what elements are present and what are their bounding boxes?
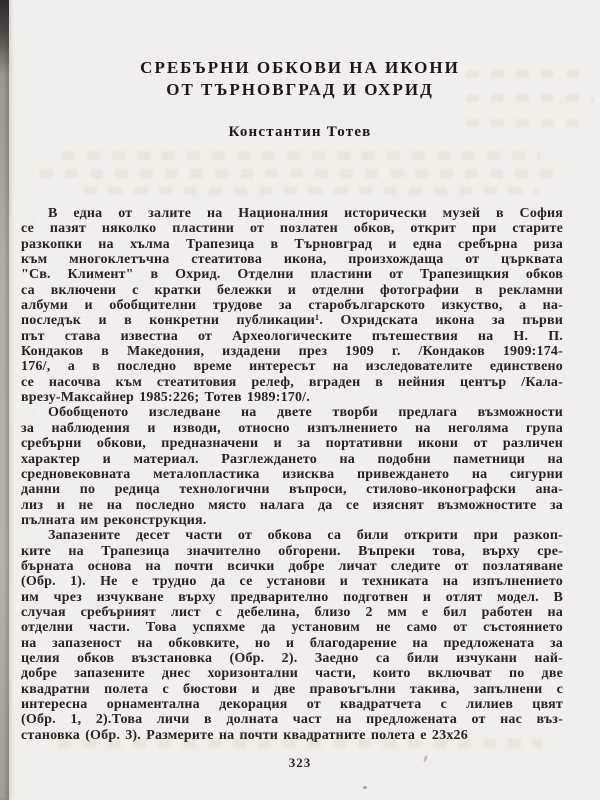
- text-line: Обобщеното изследване на двете творби предлага възможности: [48, 405, 563, 421]
- text-line: сребърни обкови, предназначени и за портативни икони от различен: [21, 436, 563, 452]
- text-line: албуми и обобщителни трудове за старобългарското изкуство, а на-: [21, 298, 563, 314]
- text-line: са включени с кратки бележки и отделни фотографии в рекламни: [21, 282, 563, 298]
- text-line: 176/, а в последно време интересът на изследователите единствено: [21, 359, 563, 375]
- text-line: се пазят няколко пластини от позлатен обков, открит при старите: [21, 221, 563, 237]
- text-line: становка (Обр. 3). Размерите на почти квадратните полета е 23х26: [21, 727, 468, 743]
- text-line: случая сребърният лист с дебелина, близо 2 мм е бил работен на: [21, 604, 563, 620]
- text-line: се насочва към стеатитовия релеф, вграден в нейния център /Кала-: [21, 374, 563, 390]
- text-line: (Обр. 1, 2).Това личи в долната част на предложената от нас въз-: [21, 712, 563, 728]
- page-title: ОТ ТЪРНОВГРАД И ОХРИД: [166, 80, 434, 99]
- text-line: бърната основа на почти всички добре личат следите от позлатяване: [21, 558, 563, 574]
- bleed-through-smudge: [62, 151, 540, 160]
- text-line: (Обр. 1). Не е трудно да се установи и техниката на изпълнението: [21, 574, 563, 590]
- text-line: път става известна от Археологическите пътешествия на Н. П.: [21, 328, 563, 344]
- body-text: [21, 206, 563, 743]
- paragraph: [21, 206, 563, 405]
- text-line: характер и материал. Разглеждането на подобни паметници на: [21, 451, 563, 467]
- text-line: пълната им реконструкция.: [21, 512, 207, 528]
- text-line: В една от залите на Националния исторически музей в София: [48, 206, 563, 221]
- scan-speck: [363, 786, 367, 789]
- text-line: към многоклетъчна стеатитова икона, произхождаща от църквата: [21, 252, 563, 268]
- paragraph: [21, 528, 563, 743]
- text-line: разкопки на хълма Трапезица в Търновград и една сребърна риза: [21, 236, 563, 252]
- article-header: [0, 57, 600, 141]
- text-line: добре запазените днес хоризонтални части, които включват по две: [21, 666, 563, 682]
- text-line: за наблюдения и изводи, относно изпълнението на неголяма група: [21, 420, 563, 436]
- page-title: СРЕБЪРНИ ОБКОВИ НА ИКОНИ: [140, 58, 460, 77]
- bleed-through-smudge: [84, 187, 539, 195]
- author: Константин Тотев: [228, 124, 372, 140]
- paragraph: [21, 405, 563, 528]
- text-line: Кондаков в Македония, издадени през 1909 г. /Кондаков 1909:174-: [21, 344, 563, 360]
- text-line: квадратни полета с бюстови и две правоъгълни такива, запълнени с: [21, 681, 563, 697]
- text-line: им чрез изчукване върху предварително подготвен и отлят модел. В: [21, 589, 563, 605]
- text-line: "Св. Климент" в Охрид. Отделни пластини от Трапезищкия обков: [21, 267, 563, 283]
- text-line: интересна орнаментална декорация от квадратчета с лилиев цвят: [21, 697, 563, 712]
- text-line: последък и в конкретни публикации¹. Охридската икона за първи: [21, 313, 563, 329]
- text-line: на запазеност на обковките, но и благодарение на предложената за: [21, 635, 563, 651]
- text-line: Запазените десет части от обкова са били открити при разкоп-: [48, 528, 563, 544]
- page-number: 323: [288, 755, 312, 770]
- text-line: врезу-Максайнер 1985:226; Тотев 1989:170/.: [21, 390, 310, 406]
- text-line: средновековната металопластика изисква привеждането на сигурни: [21, 466, 563, 482]
- text-line: данни по редица технологични въпроси, стилово-иконографски ана-: [21, 482, 563, 498]
- bleed-through-smudge: [40, 169, 560, 178]
- text-line: отделни части. Това успяхме да установим не само от състоянието: [21, 620, 563, 636]
- text-line: ките на Трапезица значително обгорени. Въпреки това, върху сре-: [21, 543, 563, 559]
- text-line: целия обков възстановка (Обр. 2). Заедно са били изчукани най-: [21, 650, 563, 666]
- text-line: лиз и не на последно място налага да се изяснят възможностите за: [21, 497, 563, 513]
